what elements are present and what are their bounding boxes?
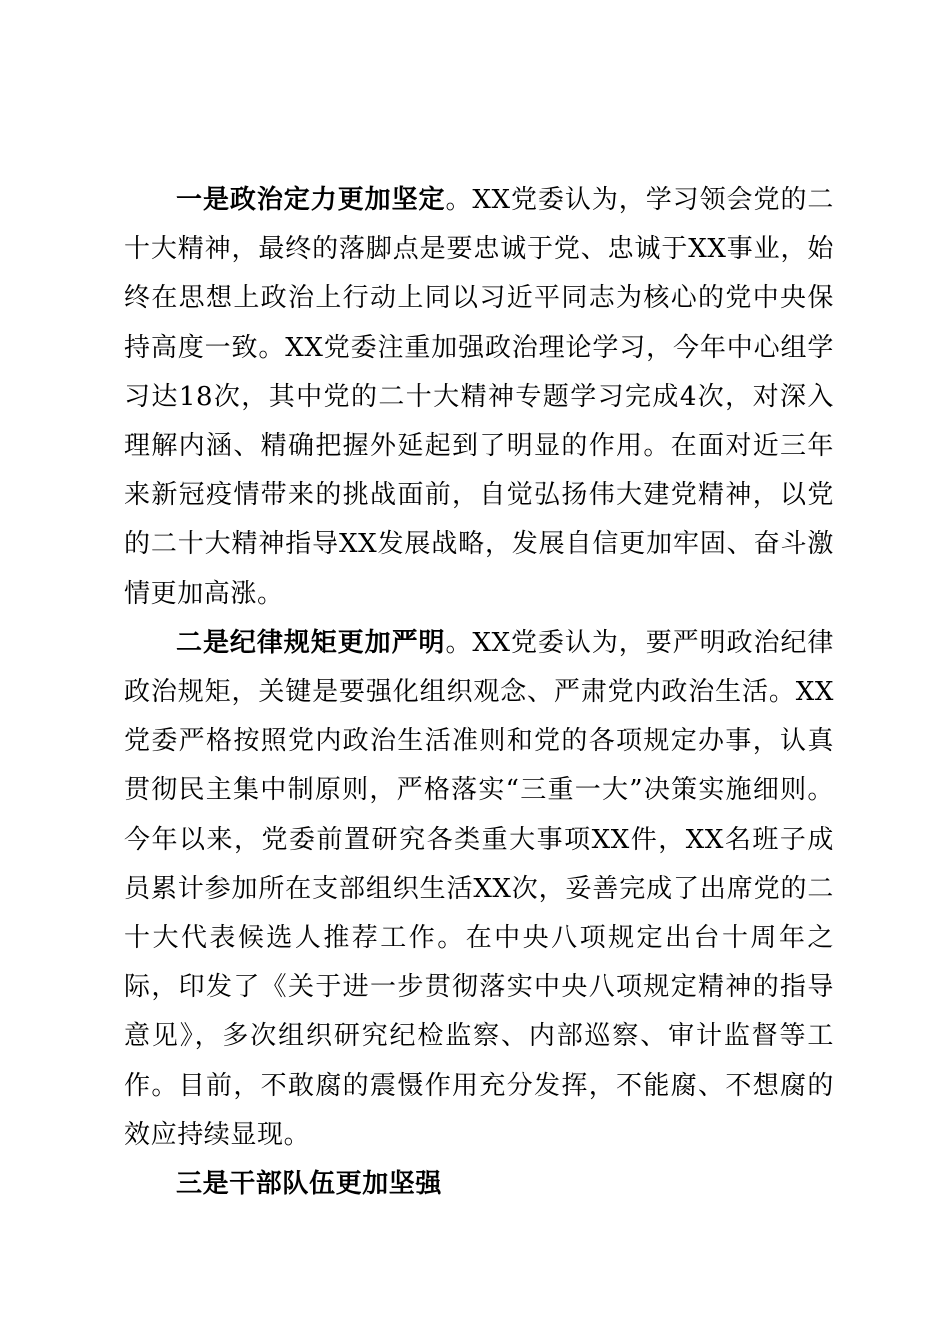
paragraph-lead-heading: 二是纪律规矩更加严明: [176, 627, 446, 658]
document-body: [124, 176, 834, 1209]
paragraph-text: 。XX党委认为，学习领会党的二十大精神，最终的落脚点是要忠诚于党、忠诚于XX事业，始终在思想上政治上行动上同以习近平同志为核心的党中央保持高度一致。XX党委注重加强政治理论学习，今年中心组学习达18次，其中党的二十大精神专题学习完成4次，对深入理解内涵、精确把握外延起到了明显的作用。在面对近三年来新冠疫情带来的挑战面前，自觉弘扬伟大建党精神，以党的二十大精神指导XX发展战略，发展自信更加牢固、奋斗激情更加高涨。: [124, 185, 834, 609]
paragraph-text: 。XX党委认为，要严明政治纪律政治规矩，关键是要强化组织观念、严肃党内政治生活。XX党委严格按照党内政治生活准则和党的各项规定办事，认真贯彻民主集中制原则，严格落实“三重一大”决策实施细则。今年以来，党委前置研究各类重大事项XX件，XX名班子成员累计参加所在支部组织生活XX次，妥善完成了出席党的二十大代表候选人推荐工作。在中央八项规定出台十周年之际，印发了《关于进一步贯彻落实中央八项规定精神的指导意见》，多次组织研究纪检监察、内部巡察、审计监督等工作。目前，不敢腐的震慑作用充分发挥，不能腐、不想腐的效应持续显现。: [124, 627, 834, 1150]
paragraph-political-stability: [124, 176, 834, 619]
paragraph-discipline-rules: [124, 619, 834, 1160]
paragraph-cadre-team: [124, 1160, 834, 1209]
paragraph-lead-heading: 一是政治定力更加坚定: [176, 185, 446, 215]
paragraph-lead-heading: 三是干部队伍更加坚强: [176, 1169, 443, 1200]
